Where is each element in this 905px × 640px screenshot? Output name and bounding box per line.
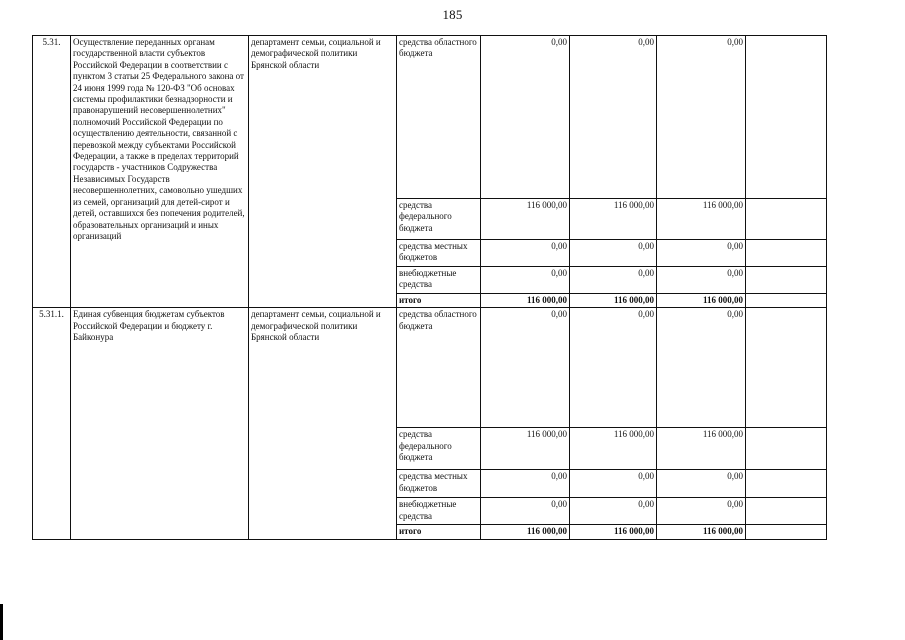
empty-cell (746, 240, 827, 267)
amount-cell: 0,00 (570, 308, 657, 428)
item-executor: департамент семьи, социальной и демографической политики Брянской области (249, 36, 397, 308)
empty-cell (746, 294, 827, 308)
amount-cell: 116 000,00 (570, 199, 657, 240)
empty-cell (746, 267, 827, 294)
empty-cell (746, 470, 827, 498)
empty-cell (746, 428, 827, 470)
amount-cell: 0,00 (657, 240, 746, 267)
total-amount: 116 000,00 (570, 294, 657, 308)
amount-cell: 0,00 (481, 470, 570, 498)
item-executor: департамент семьи, социальной и демографической политики Брянской области (249, 308, 397, 539)
amount-cell: 116 000,00 (481, 199, 570, 240)
amount-cell: 0,00 (657, 36, 746, 199)
amount-cell: 116 000,00 (657, 428, 746, 470)
amount-cell: 116 000,00 (570, 428, 657, 470)
amount-cell: 0,00 (570, 470, 657, 498)
funding-source: средства местных бюджетов (397, 470, 481, 498)
amount-cell: 0,00 (657, 498, 746, 525)
funding-source: средства областного бюджета (397, 36, 481, 199)
amount-cell: 0,00 (481, 240, 570, 267)
total-label: итого (397, 525, 481, 539)
page-number: 185 (442, 7, 463, 22)
amount-cell: 0,00 (570, 240, 657, 267)
item-number: 5.31.1. (33, 308, 71, 539)
amount-cell: 0,00 (657, 308, 746, 428)
empty-cell (746, 36, 827, 199)
amount-cell: 0,00 (657, 470, 746, 498)
amount-cell: 0,00 (570, 498, 657, 525)
funding-source: внебюджетные средства (397, 267, 481, 294)
item-number: 5.31. (33, 36, 71, 308)
funding-source: средства федерального бюджета (397, 199, 481, 240)
budget-table (32, 35, 827, 540)
total-amount: 116 000,00 (570, 525, 657, 539)
total-amount: 116 000,00 (481, 525, 570, 539)
amount-cell: 0,00 (481, 36, 570, 199)
funding-source: средства федерального бюджета (397, 428, 481, 470)
total-amount: 116 000,00 (657, 294, 746, 308)
table-row (33, 308, 827, 428)
funding-source: средства местных бюджетов (397, 240, 481, 267)
funding-source: средства областного бюджета (397, 308, 481, 428)
empty-cell (746, 199, 827, 240)
amount-cell: 116 000,00 (481, 428, 570, 470)
item-name: Осуществление переданных органам государственной власти субъектов Российской Федерации в соответствии с пунктом 3 статьи 25 Федерального закона от 24 июня 1999 года № 120-ФЗ "Об основах системы профилактики безнадзорности и правонарушений несовершеннолетних" полномочий Российской Федерации по осуществлению деятельности, связанной с перевозкой между субъектами Российской Федерации, а также в пределах территорий государств - участников Содружества Независимых Государств несовершеннолетних, самовольно ушедших из семей, организаций для детей-сирот и детей, оставшихся без попечения родителей, образовательных организаций и иных организаций (71, 36, 249, 308)
amount-cell: 0,00 (481, 267, 570, 294)
total-amount: 116 000,00 (481, 294, 570, 308)
item-name: Единая субвенция бюджетам субъектов Российской Федерации и бюджету г. Байконура (71, 308, 249, 539)
amount-cell: 0,00 (657, 267, 746, 294)
table-row (33, 36, 827, 199)
empty-cell (746, 525, 827, 539)
amount-cell: 0,00 (481, 498, 570, 525)
total-label: итого (397, 294, 481, 308)
total-amount: 116 000,00 (657, 525, 746, 539)
amount-cell: 0,00 (570, 36, 657, 199)
amount-cell: 0,00 (481, 308, 570, 428)
scan-edge-mark (0, 604, 3, 640)
empty-cell (746, 498, 827, 525)
funding-source: внебюджетные средства (397, 498, 481, 525)
amount-cell: 0,00 (570, 267, 657, 294)
empty-cell (746, 308, 827, 428)
amount-cell: 116 000,00 (657, 199, 746, 240)
